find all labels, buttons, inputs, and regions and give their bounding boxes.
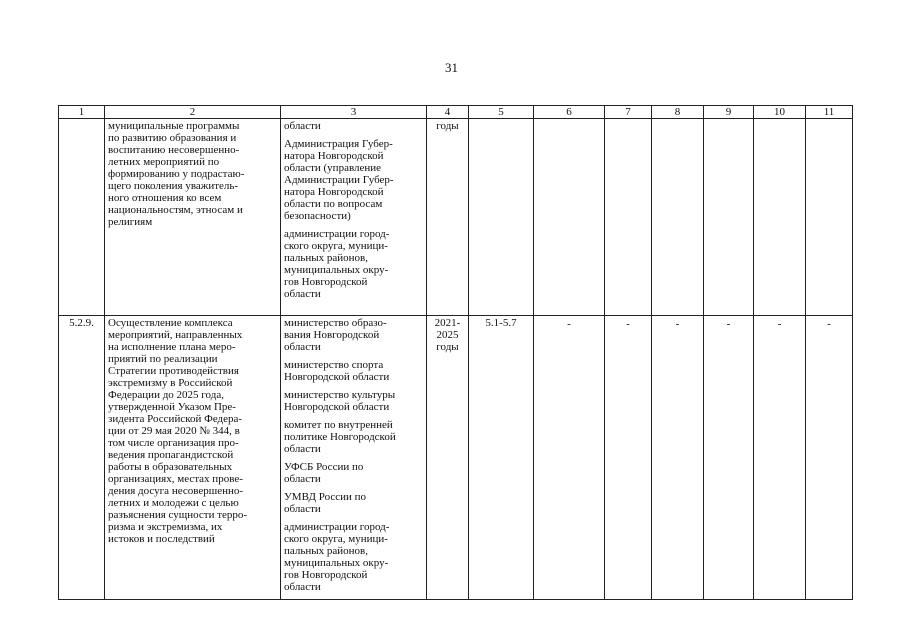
value [704, 119, 753, 121]
column-number-header: 4 [427, 106, 469, 119]
text-line: области [284, 473, 321, 485]
description-cell [105, 119, 281, 316]
text-line: натора Новгородской [284, 186, 384, 198]
executor-entry [284, 491, 423, 515]
text-line: министерство образо- [284, 317, 387, 329]
column-number-header: 2 [105, 106, 281, 119]
table-row [59, 119, 853, 316]
text-line: дения досуга несовершенно- [108, 485, 244, 497]
text-line: области [284, 120, 321, 132]
executor-entry [284, 461, 423, 485]
executor-entry [284, 120, 423, 132]
description-cell [105, 316, 281, 600]
row-number: 5.2.9. [69, 317, 94, 329]
text-line: том числе организация про- [108, 437, 239, 449]
value-cell [652, 316, 704, 600]
value: - [827, 318, 831, 330]
text-line: ского округа, муници- [284, 240, 388, 252]
value: - [567, 318, 571, 330]
column-number-header: 3 [281, 106, 427, 119]
text-line: Администрация Губер- [284, 138, 393, 150]
text-line: воспитанию несовершенно- [108, 144, 240, 156]
text-line: области [284, 341, 321, 353]
value-cell [534, 119, 605, 316]
text-line: ции от 29 мая 2020 № 344, в [108, 425, 240, 437]
text-line: министерство спорта [284, 359, 384, 371]
column-number-header: 8 [652, 106, 704, 119]
table-row [59, 316, 853, 600]
value [605, 119, 651, 121]
text-line: годы [436, 341, 459, 353]
measure-description [105, 316, 280, 545]
value-cell [806, 316, 853, 600]
text-line: министерство культуры [284, 389, 396, 401]
text-line: зидента Российской Федера- [108, 413, 243, 425]
text-line: администрации город- [284, 521, 390, 533]
column-number-header: 10 [754, 106, 806, 119]
value-cell [754, 316, 806, 600]
text-line: истоков и последствий [108, 533, 215, 545]
value [652, 119, 703, 121]
executor-entry [284, 317, 423, 353]
value-cell [605, 119, 652, 316]
text-line: на исполнение плана меро- [108, 341, 236, 353]
text-line: политике Новгородской [284, 431, 396, 443]
text-line: экстремизму в Российской [108, 377, 233, 389]
text-line: национальностям, этносам и [108, 204, 243, 216]
text-line: Стратегии противодействия [108, 365, 239, 377]
text-line: разъяснения сущности терро- [108, 509, 248, 521]
text-line: пальных районов, [284, 252, 368, 264]
text-line: утвержденной Указом Пре- [108, 401, 236, 413]
text-line: ского округа, муници- [284, 533, 388, 545]
executor-entry [284, 521, 423, 593]
text-line: области по вопросам [284, 198, 383, 210]
executors-list [281, 119, 426, 300]
text-line: комитет по внутренней [284, 419, 393, 431]
text-line: Новгородской области [284, 371, 390, 383]
text-line: годы [436, 120, 459, 132]
measures-table [58, 105, 853, 600]
text-line: УМВД России по [284, 491, 367, 503]
text-line: области [284, 581, 321, 593]
text-line: организациях, местах прове- [108, 473, 243, 485]
measure-description [105, 119, 280, 228]
text-line: формированию у подрастаю- [108, 168, 245, 180]
text-line: Новгородской области [284, 401, 390, 413]
text-line: работы в образовательных [108, 461, 233, 473]
text-line: религиям [108, 216, 153, 228]
text-line: гов Новгородской [284, 569, 368, 581]
page-number: 31 [445, 60, 458, 75]
period [427, 119, 468, 132]
text-line: натора Новгородской [284, 150, 384, 162]
executors-list [281, 316, 426, 593]
value: - [777, 318, 782, 330]
column-number-header: 7 [605, 106, 652, 119]
text-line: по развитию образования и [108, 132, 237, 144]
period [427, 316, 468, 353]
text-line: ного отношения ко всем [108, 192, 222, 204]
text-line: УФСБ России по [284, 461, 364, 473]
text-line: ведения пропагандистской [108, 449, 234, 461]
text-line: летних мероприятий по [108, 156, 220, 168]
value [754, 119, 805, 121]
indicators-cell [469, 316, 534, 600]
executors-cell [281, 119, 427, 316]
text-line: мероприятий, направленных [108, 329, 243, 341]
value-cell [534, 316, 605, 600]
value-cell [754, 119, 806, 316]
indicators: 5.1-5.7 [485, 317, 517, 329]
text-line: вания Новгородской [284, 329, 380, 341]
indicators [469, 119, 533, 120]
text-line: области [284, 503, 321, 515]
executor-entry [284, 138, 423, 222]
row-number-cell [59, 119, 105, 316]
text-line: области (управление [284, 162, 382, 174]
text-line: муниципальных окру- [284, 557, 389, 569]
executor-entry [284, 389, 423, 413]
value-cell [652, 119, 704, 316]
text-line: 2025 [436, 329, 459, 341]
indicators-cell [469, 119, 534, 316]
value: - [726, 318, 731, 330]
text-line: гов Новгородской [284, 276, 368, 288]
text-line: муниципальные программы [108, 120, 240, 132]
executor-entry [284, 359, 423, 383]
value-cell [605, 316, 652, 600]
text-line: Осуществление комплекса [108, 317, 233, 329]
text-line: 2021- [434, 317, 461, 329]
text-line: Администрации Губер- [284, 174, 394, 186]
row-number [59, 119, 104, 120]
executor-entry [284, 228, 423, 300]
value-cell [704, 316, 754, 600]
table-header-row [59, 106, 853, 119]
column-number-header: 11 [806, 106, 853, 119]
text-line: ризма и экстремизма, их [108, 521, 223, 533]
text-line: щего поколения уважитель- [108, 180, 239, 192]
value [806, 119, 852, 121]
text-line: безопасности) [284, 210, 351, 222]
column-number-header: 1 [59, 106, 105, 119]
text-line: администрации город- [284, 228, 390, 240]
text-line: муниципальных окру- [284, 264, 389, 276]
period-cell [427, 316, 469, 600]
text-line: приятий по реализации [108, 353, 218, 365]
text-line: летних и молодежи с целью [108, 497, 239, 509]
text-line: Федерации до 2025 года, [108, 389, 224, 401]
value [534, 119, 604, 121]
value-cell [704, 119, 754, 316]
column-number-header: 5 [469, 106, 534, 119]
period-cell [427, 119, 469, 316]
column-number-header: 9 [704, 106, 754, 119]
row-number-cell [59, 316, 105, 600]
value-cell [806, 119, 853, 316]
text-line: области [284, 288, 321, 300]
executors-cell [281, 316, 427, 600]
column-number-header: 6 [534, 106, 605, 119]
executor-entry [284, 419, 423, 455]
value: - [675, 318, 680, 330]
text-line: пальных районов, [284, 545, 368, 557]
value: - [626, 318, 630, 330]
text-line: области [284, 443, 321, 455]
